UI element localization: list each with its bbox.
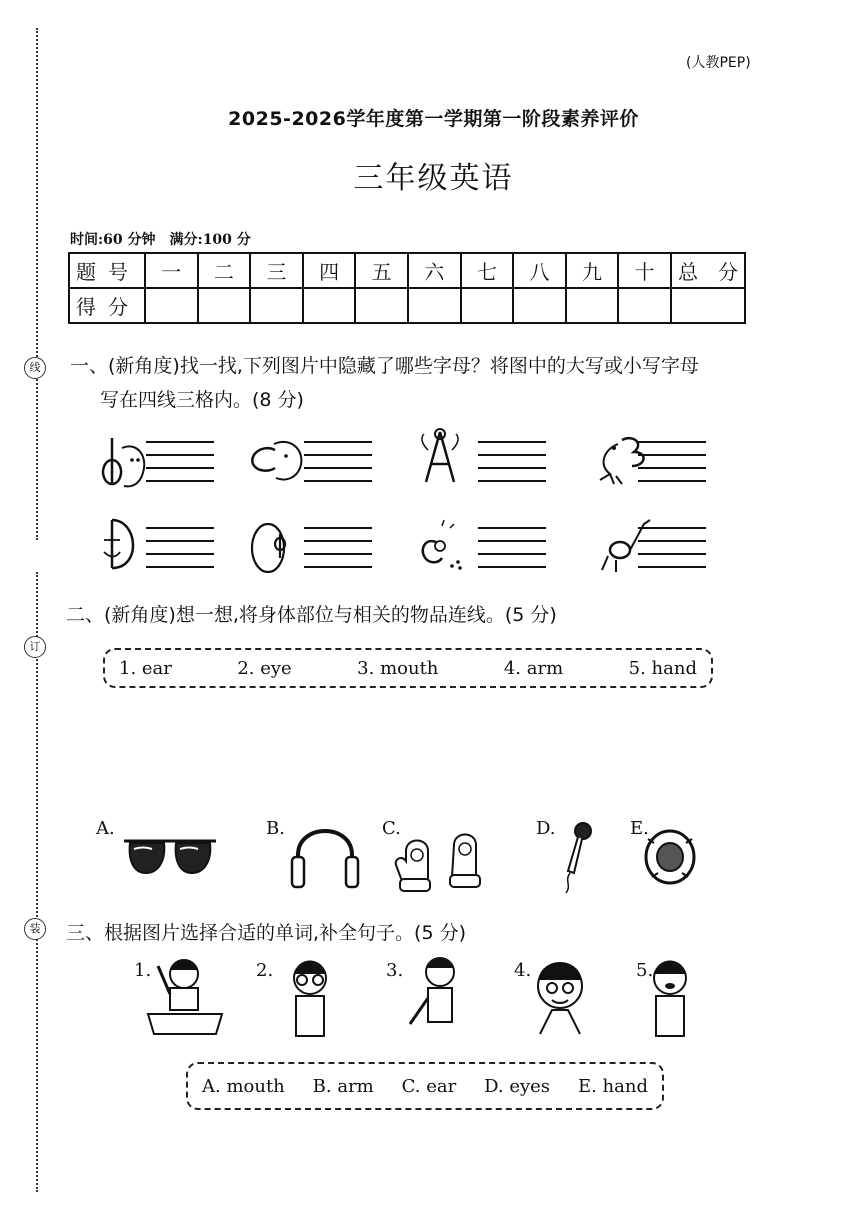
score-cell[interactable]: [408, 288, 461, 323]
score-cell[interactable]: [618, 288, 671, 323]
picture-number-5: 5.: [636, 960, 654, 981]
microphone-icon[interactable]: [566, 823, 591, 893]
section3-heading: 三、根据图片选择合适的单词,补全句子。(5 分): [66, 922, 466, 944]
sunglasses-icon[interactable]: [124, 841, 216, 873]
score-col-8: 八: [513, 253, 566, 288]
word-option-a[interactable]: A. mouth: [202, 1075, 285, 1097]
four-line-grid[interactable]: [478, 528, 546, 567]
picture-number-3: 3.: [386, 960, 404, 981]
hidden-letter-c-picture: [423, 520, 462, 570]
body-part-word[interactable]: 2. eye: [237, 657, 292, 679]
hidden-letter-B-picture: [600, 438, 644, 484]
four-line-grid[interactable]: [478, 442, 546, 481]
score-cell[interactable]: [303, 288, 356, 323]
score-col-3: 三: [250, 253, 303, 288]
word-choice-box: [186, 1062, 664, 1110]
body-part-word-box: [103, 648, 713, 688]
picture-label-c: C.: [382, 818, 401, 839]
child-covering-eyes-picture: [294, 961, 326, 1037]
section1-heading-line1: 一、(新角度)找一找,下列图片中隐藏了哪些字母？将图中的大写或小写字母: [70, 355, 699, 377]
four-line-grid[interactable]: [304, 528, 372, 567]
picture-label-e: E.: [630, 818, 649, 839]
score-col-6: 六: [408, 253, 461, 288]
score-cell[interactable]: [671, 288, 745, 323]
score-col-7: 七: [461, 253, 514, 288]
row-label-question-number: 题号: [69, 253, 145, 288]
child-showing-mouth-picture: [654, 961, 686, 1037]
section2-heading: 二、(新角度)想一想,将身体部位与相关的物品连线。(5 分): [66, 604, 557, 626]
four-line-grid[interactable]: [304, 442, 372, 481]
score-cell[interactable]: [513, 288, 566, 323]
section3-child-pictures: [140, 950, 710, 1045]
hidden-letter-A-picture: [422, 429, 458, 482]
score-cell[interactable]: [461, 288, 514, 323]
score-cell[interactable]: [566, 288, 619, 323]
picture-number-4: 4.: [514, 960, 532, 981]
word-option-c[interactable]: C. ear: [401, 1075, 457, 1097]
score-col-4: 四: [303, 253, 356, 288]
word-option-b[interactable]: B. arm: [312, 1075, 374, 1097]
score-col-5: 五: [355, 253, 408, 288]
score-cell[interactable]: [145, 288, 198, 323]
score-col-total: 总 分: [671, 253, 745, 288]
body-part-word[interactable]: 1. ear: [119, 657, 172, 679]
four-line-grid[interactable]: [146, 528, 214, 567]
score-cell[interactable]: [250, 288, 303, 323]
hidden-letter-d-picture: [103, 438, 144, 486]
picture-label-d: D.: [536, 818, 556, 839]
score-col-2: 二: [198, 253, 251, 288]
body-part-word[interactable]: 3. mouth: [357, 657, 439, 679]
score-cell[interactable]: [355, 288, 408, 323]
word-option-d[interactable]: D. eyes: [484, 1075, 551, 1097]
binding-line-bottom: [36, 572, 38, 1192]
hidden-letter-C-picture: [252, 442, 301, 480]
exam-subtitle: 2025-2026学年度第一学期第一阶段素养评价: [228, 108, 639, 130]
body-part-word[interactable]: 5. hand: [628, 657, 697, 679]
page-title: 三年级英语: [353, 161, 514, 196]
child-pointing-arm-picture: [410, 958, 454, 1025]
picture-number-2: 2.: [256, 960, 274, 981]
margin-marker-ding: 订: [24, 636, 46, 658]
armband-icon[interactable]: [646, 831, 694, 883]
score-col-9: 九: [566, 253, 619, 288]
section1-letter-grid: [90, 420, 730, 590]
section1-heading-line2: 写在四线三格内。(8 分): [100, 389, 304, 411]
hidden-letter-b-picture: [252, 524, 285, 572]
margin-marker-line: 线: [24, 357, 46, 379]
score-table-header-row: [69, 253, 745, 288]
score-col-1: 一: [145, 253, 198, 288]
child-raising-hand-picture: [148, 960, 222, 1035]
row-label-score: 得分: [69, 288, 145, 323]
margin-marker-zhuang: 装: [24, 918, 46, 940]
score-col-10: 十: [618, 253, 671, 288]
word-option-e[interactable]: E. hand: [577, 1075, 648, 1097]
edition-label: (人教PEP): [686, 55, 751, 71]
hidden-letter-D-picture: [104, 520, 133, 568]
picture-label-b: B.: [266, 818, 285, 839]
time-info: 时间:60 分钟 满分:100 分: [70, 232, 251, 248]
four-line-grid[interactable]: [638, 442, 706, 481]
four-line-grid[interactable]: [638, 528, 706, 567]
headphones-icon[interactable]: [292, 831, 358, 887]
body-part-word[interactable]: 4. arm: [503, 657, 564, 679]
picture-number-1: 1.: [134, 960, 152, 981]
four-line-grid[interactable]: [146, 442, 214, 481]
mittens-icon[interactable]: [396, 835, 480, 892]
score-cell[interactable]: [198, 288, 251, 323]
score-table: [68, 252, 746, 324]
child-pointing-ear-picture: [538, 962, 582, 1034]
picture-label-a: A.: [96, 818, 115, 839]
score-table-score-row: [69, 288, 745, 323]
section2-item-pictures: [100, 815, 710, 905]
